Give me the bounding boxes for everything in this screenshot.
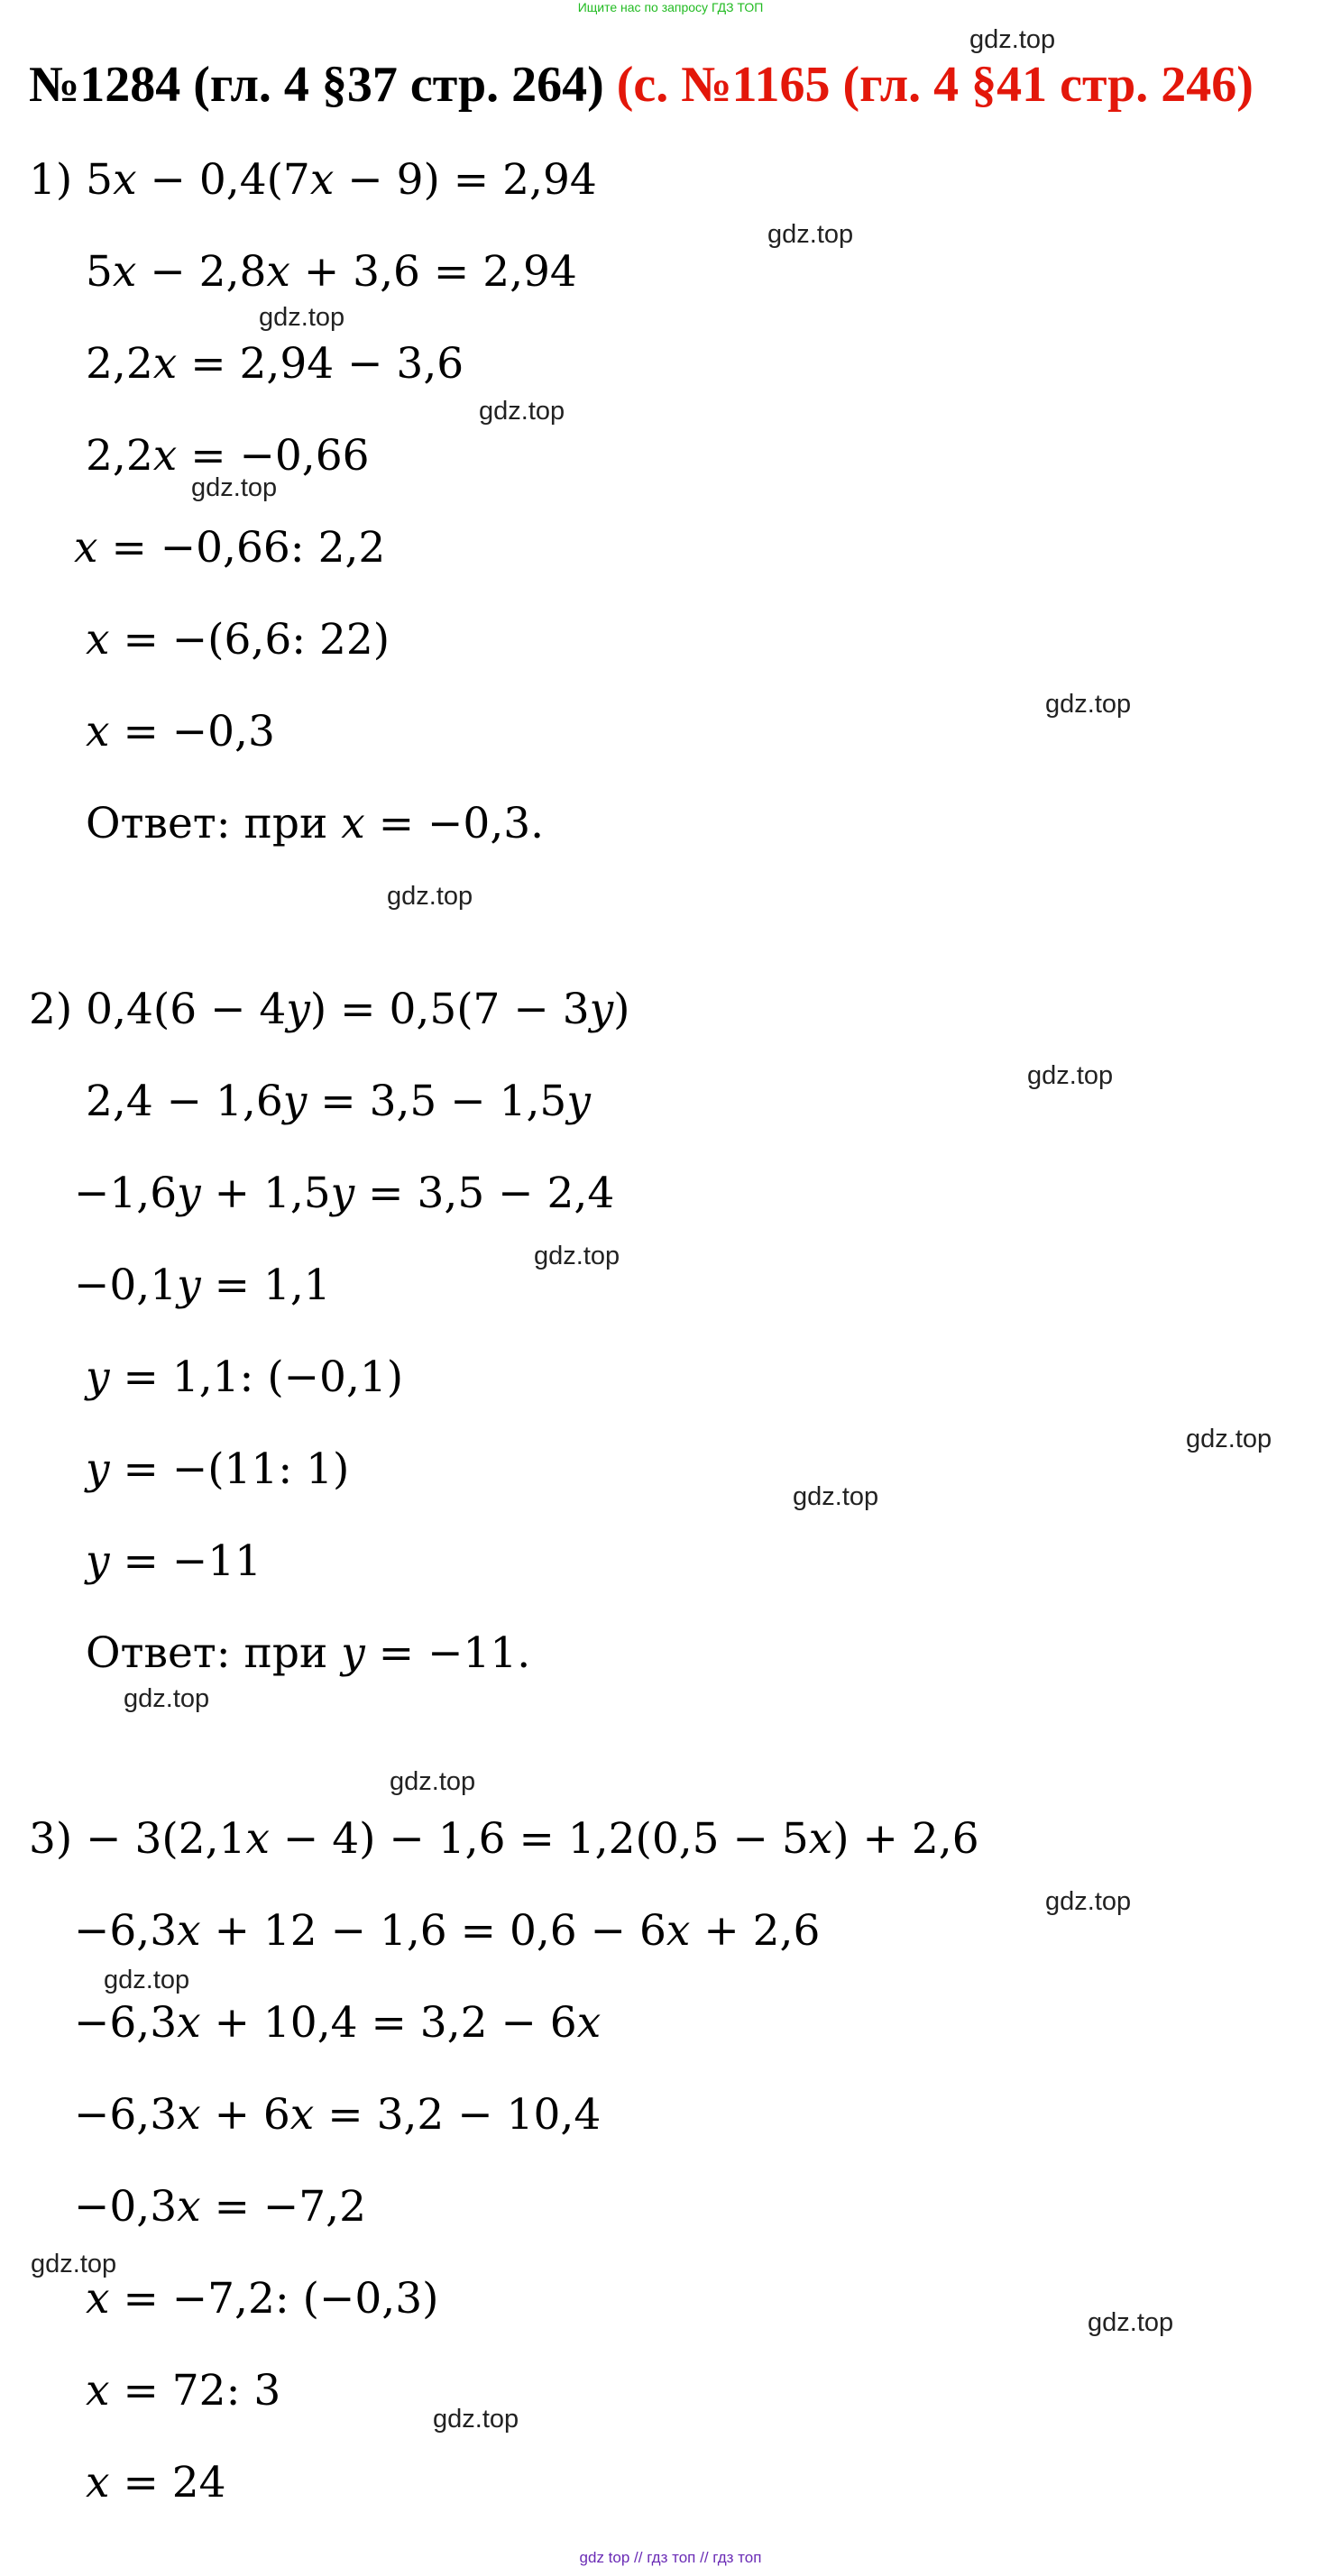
watermark: gdz.top (479, 397, 565, 426)
footer-link[interactable]: гдз топ (647, 2549, 696, 2566)
watermark: gdz.top (191, 473, 278, 502)
watermark: gdz.top (390, 1767, 476, 1796)
watermark: gdz.top (793, 1482, 879, 1511)
page-title (29, 56, 1254, 114)
task-2-step: −0,1𝑦 = 1,1 (74, 1260, 331, 1310)
watermark: gdz.top (387, 882, 473, 911)
task-3-step: 𝑥 = −7,2: (−0,3) (86, 2274, 439, 2324)
task-3-step: 𝑥 = 24 (86, 2458, 226, 2507)
task-3-step: −6,3𝑥 + 10,4 = 3,2 − 6𝑥 (74, 1998, 602, 2048)
watermark: gdz.top (767, 220, 854, 249)
task-2-step: −1,6𝑦 + 1,5𝑦 = 3,5 − 2,4 (74, 1169, 615, 1218)
footer-links (0, 2549, 1341, 2567)
title-main: №1284 (гл. 4 §37 стр. 264) (29, 57, 604, 113)
task-3-step: −6,3𝑥 + 6𝑥 = 3,2 − 10,4 (74, 2090, 602, 2140)
watermark: gdz.top (1045, 690, 1132, 719)
task-1-answer: Ответ: при 𝑥 = −0,3. (86, 799, 545, 848)
watermark: gdz.top (1045, 1887, 1132, 1916)
task-2-step: 2,4 − 1,6𝑦 = 3,5 − 1,5𝑦 (86, 1077, 591, 1126)
title-reference: (с. №1165 (гл. 4 §41 стр. 246) (616, 57, 1254, 113)
task-2-equation: 2) 0,4(6 − 4𝑦) = 0,5(7 − 3𝑦) (29, 985, 630, 1034)
task-2-answer: Ответ: при 𝑦 = −11. (86, 1628, 531, 1678)
task-1-equation: 1) 5𝑥 − 0,4(7𝑥 − 9) = 2,94 (29, 155, 597, 205)
task-2-step: 𝑦 = −11 (86, 1536, 262, 1586)
task-1-step: 2,2𝑥 = 2,94 − 3,6 (86, 339, 464, 389)
watermark: gdz.top (259, 303, 345, 332)
task-1-step: 5𝑥 − 2,8𝑥 + 3,6 = 2,94 (86, 247, 577, 297)
watermark: gdz.top (1027, 1061, 1114, 1090)
task-2-step: 𝑦 = −(11: 1) (86, 1444, 350, 1494)
watermark: gdz.top (31, 2250, 117, 2278)
task-2-step: 𝑦 = 1,1: (−0,1) (86, 1352, 404, 1402)
task-3-step: −6,3𝑥 + 12 − 1,6 = 0,6 − 6𝑥 + 2,6 (74, 1906, 821, 1956)
watermark: gdz.top (1186, 1425, 1272, 1453)
footer-separator: // (634, 2549, 643, 2566)
footer-link[interactable]: gdz top (579, 2549, 630, 2566)
task-1-step: 𝑥 = −0,3 (86, 707, 275, 756)
watermark: gdz.top (1088, 2308, 1174, 2337)
task-1-step: 𝑥 = −0,66: 2,2 (74, 523, 386, 573)
task-3-step: −0,3𝑥 = −7,2 (74, 2182, 367, 2232)
task-3-step: 𝑥 = 72: 3 (86, 2366, 281, 2416)
task-1-step: 2,2𝑥 = −0,66 (86, 431, 370, 481)
watermark: gdz.top (124, 1684, 210, 1713)
watermark: gdz.top (969, 25, 1056, 54)
footer-link[interactable]: гдз топ (712, 2549, 762, 2566)
top-search-link[interactable]: Ищите нас по запросу ГДЗ ТОП (577, 0, 764, 14)
task-3-equation: 3) − 3(2,1𝑥 − 4) − 1,6 = 1,2(0,5 − 5𝑥) + 2,6 (29, 1814, 979, 1864)
watermark: gdz.top (534, 1242, 620, 1270)
watermark: gdz.top (433, 2405, 519, 2434)
watermark: gdz.top (104, 1966, 190, 1994)
footer-separator: // (700, 2549, 709, 2566)
task-1-step: 𝑥 = −(6,6: 22) (86, 615, 390, 665)
